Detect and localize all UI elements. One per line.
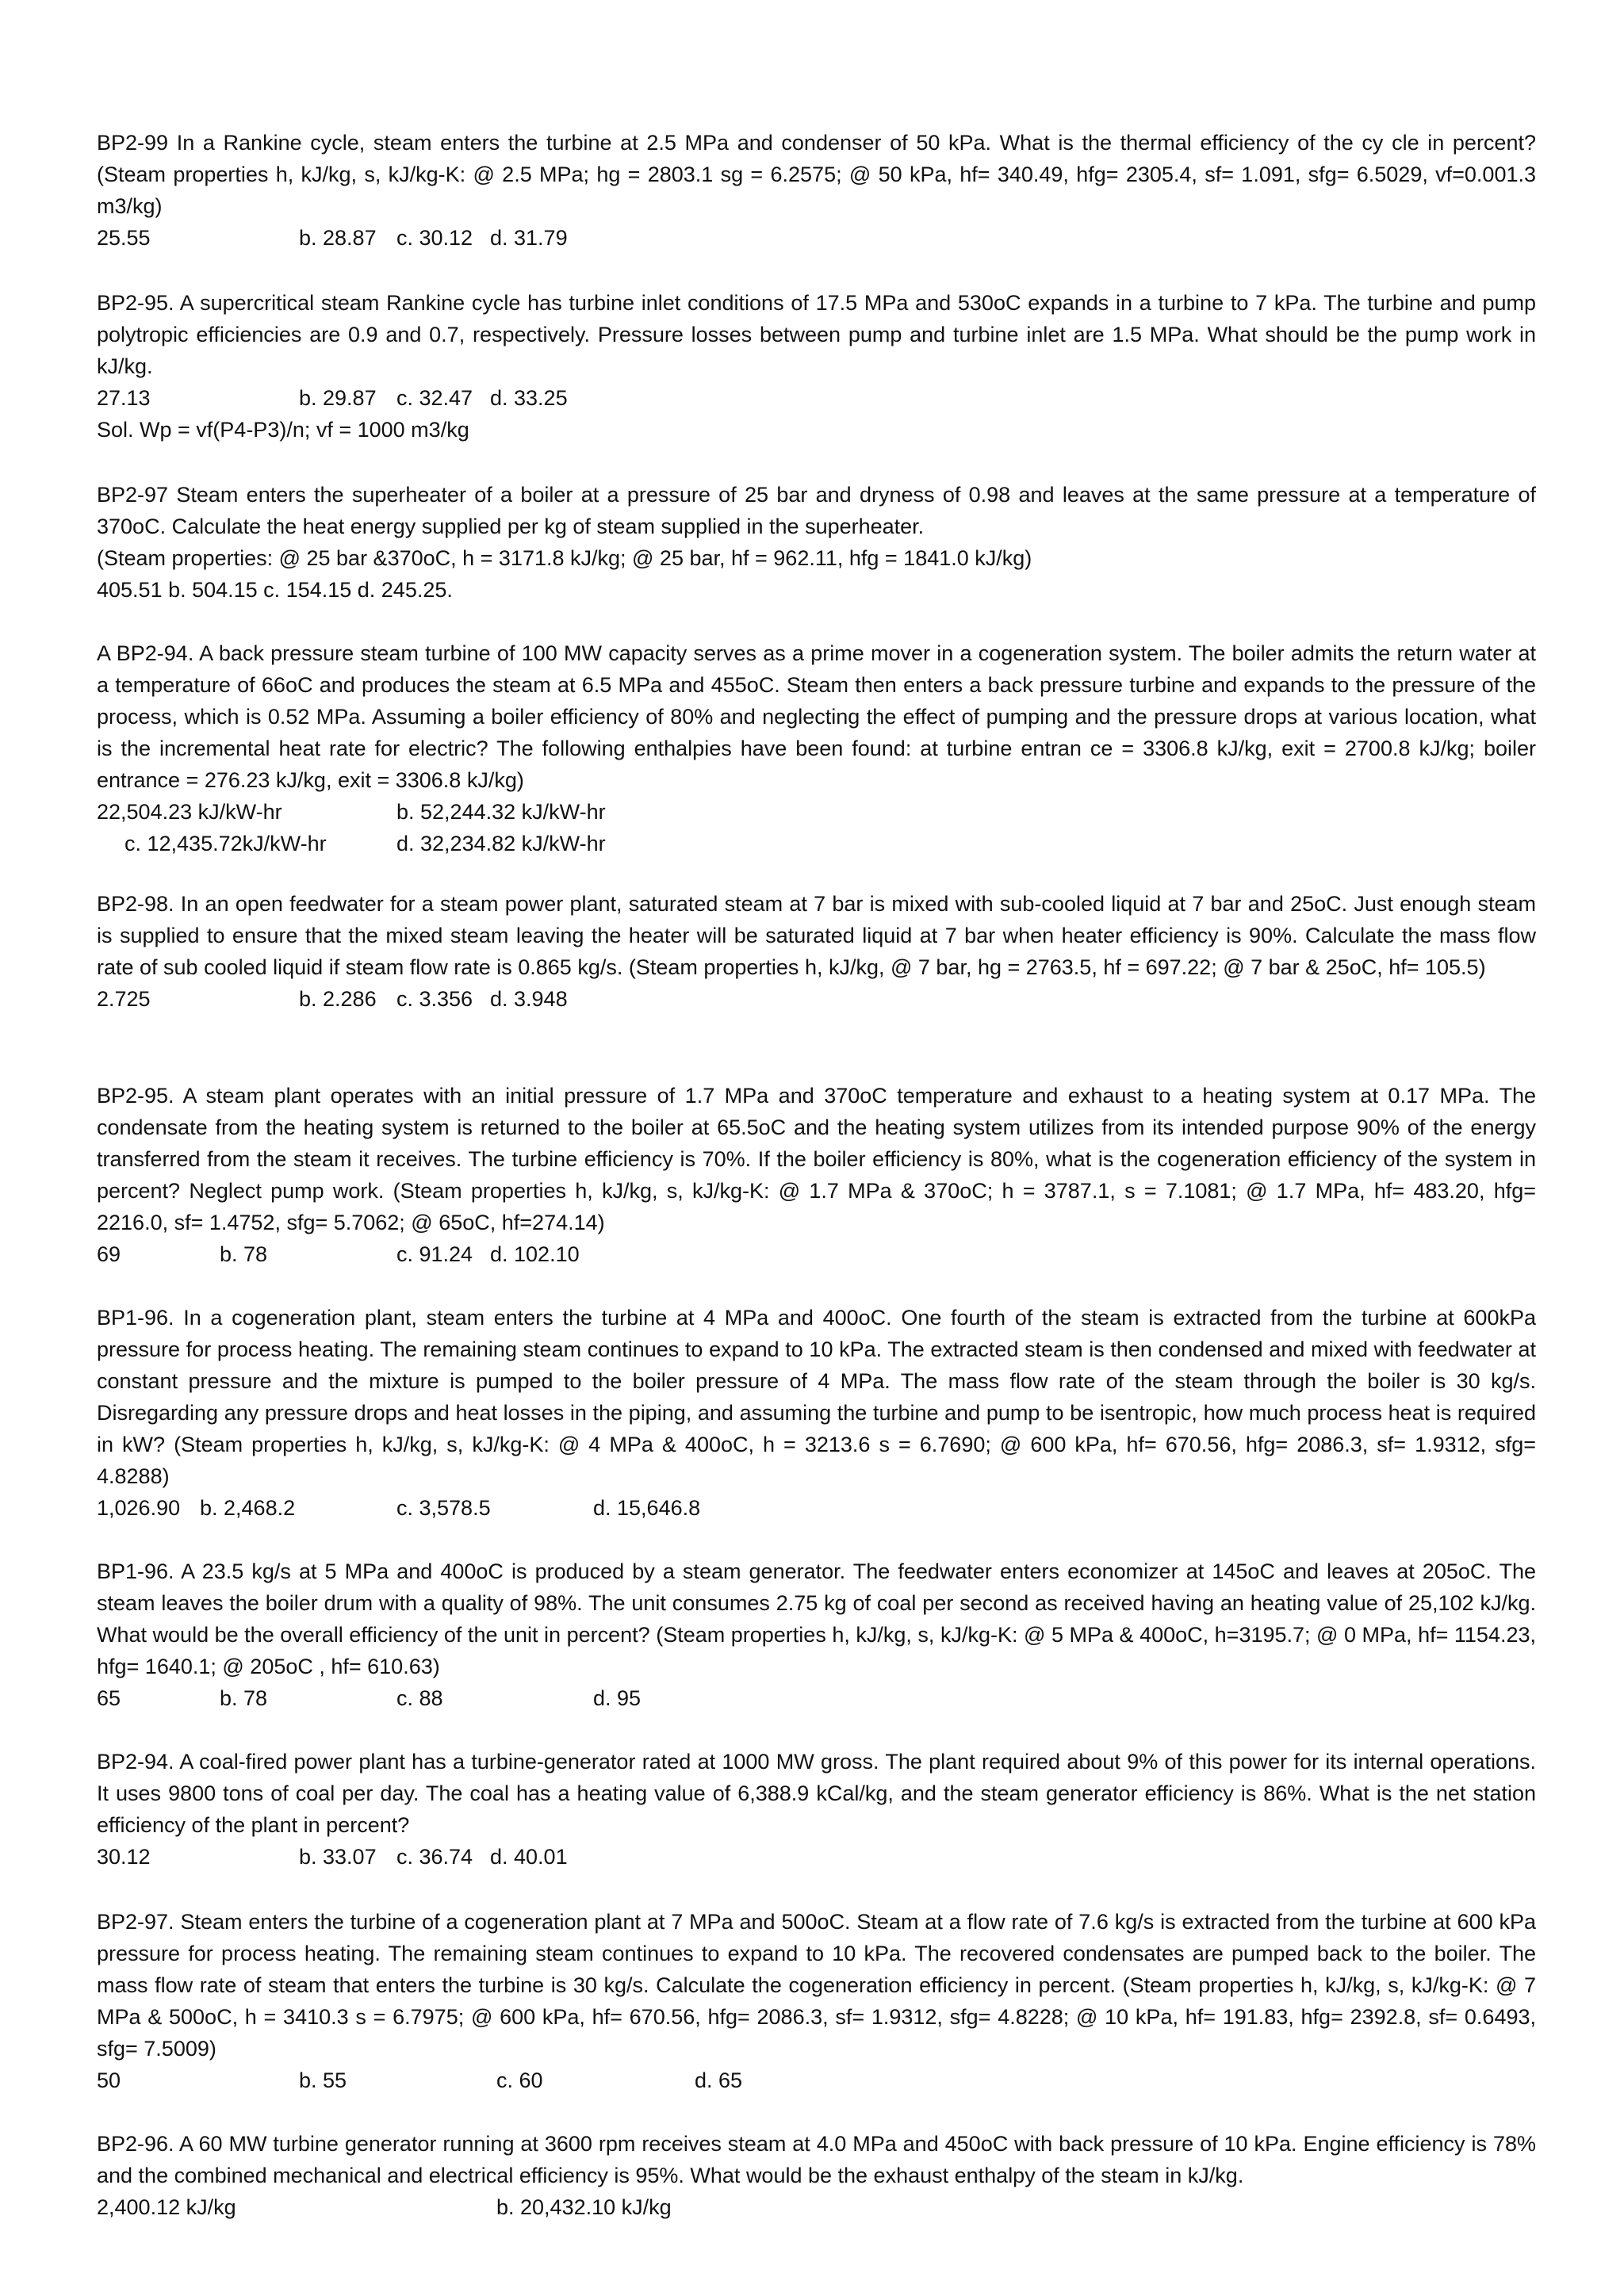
- answer-choices: [97, 382, 1536, 414]
- problem-bp2-97-a: [97, 479, 1536, 606]
- choice-b: b. 33.07: [299, 1845, 377, 1869]
- problem-statement: BP2-97 Steam enters the superheater of a boiler at a pressure of 25 bar and dryness of 0.98 and leaves at the same pressure at a temperature of 370oC. Calculate the heat energy supplied per kg of steam supplied in the superheater.: [97, 483, 1536, 538]
- answer-choices-row-1: [97, 796, 1536, 828]
- choice-b: b. 78: [220, 1686, 268, 1710]
- problem-statement: BP2-95. A supercritical steam Rankine cycle has turbine inlet conditions of 17.5 MPa and 530oC expands in a turbine to 7 kPa. The turbine and pump polytropic efficiencies are 0.9 and 0.7, respectively. Pressure losses between pump and turbine inlet are 1.5 MPa. What should be the pump work in kJ/kg.: [97, 291, 1536, 378]
- problem-bp2-94-a: [97, 637, 1536, 859]
- choice-b: b. 29.87: [299, 386, 377, 410]
- problem-statement: BP2-94. A coal-fired power plant has a turbine-generator rated at 1000 MW gross. The plant required about 9% of this power for its internal operations. It uses 9800 tons of coal per day. The coal has a heating value of 6,388.9 kCal/kg, and the steam generator efficiency is 86%. What is the net station efficiency of the plant in percent?: [97, 1750, 1536, 1837]
- choice-b: b. 52,244.32 kJ/kW-hr: [396, 800, 606, 824]
- choice-c: c. 60: [496, 2068, 543, 2092]
- problem-bp2-96: [97, 2128, 1536, 2223]
- problem-bp1-96-b: [97, 1556, 1536, 1714]
- choice-c: c. 30.12: [396, 226, 473, 250]
- solution-note: Sol. Wp = vf(P4-P3)/n; vf = 1000 m3/kg: [97, 418, 469, 442]
- choice-c: c. 91.24: [396, 1242, 473, 1266]
- choice-b: b. 2.286: [299, 987, 377, 1011]
- choice-c: c. 32.47: [396, 386, 473, 410]
- choice-c: c. 3,578.5: [396, 1496, 491, 1520]
- choice-a: 22,504.23 kJ/kW-hr: [97, 800, 282, 824]
- choice-d: d. 95: [593, 1686, 642, 1710]
- problem-statement: BP1-96. In a cogeneration plant, steam enters the turbine at 4 MPa and 400oC. One fourth of the steam is extracted from the turbine at 600kPa pressure for process heating. The remaining steam continues to expand to 10 kPa. The extracted steam is then condensed and mixed with feedwater at constant pressure and the mixture is pumped to the boiler pressure of 4 MPa. The mass flow rate of the steam through the boiler is 30 kg/s. Disregarding any pressure drops and heat losses in the piping, and assuming the turbine and pump to be isentropic, how much process heat is required in kW? (Steam properties h, kJ/kg, s, kJ/kg-K: @ 4 MPa & 400oC, h = 3213.6 s = 6.7690; @ 600 kPa, hf= 670.56, hfg= 2086.3, sf= 1.9312, sfg= 4.8288): [97, 1306, 1536, 1488]
- steam-properties: (Steam properties: @ 25 bar &370oC, h = 3171.8 kJ/kg; @ 25 bar, hf = 962.11, hfg = 1841.0 kJ/kg): [97, 546, 1032, 570]
- answer-choices: [97, 1492, 1536, 1524]
- choice-a: 25.55: [97, 226, 151, 250]
- choice-a: 69: [97, 1242, 121, 1266]
- choice-a: 1,026.90: [97, 1496, 181, 1520]
- problem-bp2-97-b: [97, 1906, 1536, 2096]
- choice-b: b. 78: [220, 1242, 268, 1266]
- problem-bp1-96-a: [97, 1302, 1536, 1524]
- choice-b: b. 20,432.10 kJ/kg: [496, 2195, 672, 2219]
- choice-d: d. 40.01: [490, 1845, 568, 1869]
- problem-bp2-94-b: [97, 1746, 1536, 1873]
- choice-a: 2,400.12 kJ/kg: [97, 2195, 236, 2219]
- answer-choices: [97, 983, 1536, 1015]
- answer-choices: [97, 1841, 1536, 1873]
- problem-statement: BP2-95. A steam plant operates with an initial pressure of 1.7 MPa and 370oC temperature and exhaust to a heating system at 0.17 MPa. The condensate from the heating system is returned to the boiler at 65.5oC and the heating system utilizes from its intended purpose 90% of the energy transferred from the steam it receives. The turbine efficiency is 70%. If the boiler efficiency is 80%, what is the cogeneration efficiency of the system in percent? Neglect pump work. (Steam properties h, kJ/kg, s, kJ/kg-K: @ 1.7 MPa & 370oC; h = 3787.1, s = 7.1081; @ 1.7 MPa, hf= 483.20, hfg= 2216.0, sf= 1.4752, sfg= 5.7062; @ 65oC, hf=274.14): [97, 1084, 1536, 1234]
- choice-a: 30.12: [97, 1845, 151, 1869]
- problem-bp2-95-a: [97, 287, 1536, 446]
- answer-choices-row-2: [97, 828, 1536, 859]
- choice-b: b. 2,468.2: [200, 1496, 296, 1520]
- choice-d: d. 102.10: [490, 1242, 580, 1266]
- choice-b: b. 28.87: [299, 226, 377, 250]
- problem-statement: A BP2-94. A back pressure steam turbine of 100 MW capacity serves as a prime mover in a cogeneration system. The boiler admits the return water at a temperature of 66oC and produces the steam at 6.5 MPa and 455oC. Steam then enters a back pressure turbine and expands to the pressure of the process, which is 0.52 MPa. Assuming a boiler efficiency of 80% and neglecting the effect of pumping and the pressure drops at various location, what is the incremental heat rate for electric? The following enthalpies have been found: at turbine entran ce = 3306.8 kJ/kg, exit = 2700.8 kJ/kg; boiler entrance = 276.23 kJ/kg, exit = 3306.8 kJ/kg): [97, 641, 1536, 792]
- problem-statement: BP1-96. A 23.5 kg/s at 5 MPa and 400oC is produced by a steam generator. The feedwater enters economizer at 145oC and leaves at 205oC. The steam leaves the boiler drum with a quality of 98%. The unit consumes 2.75 kg of coal per second as received having an heating value of 25,102 kJ/kg. What would be the overall efficiency of the unit in percent? (Steam properties h, kJ/kg, s, kJ/kg-K: @ 5 MPa & 400oC, h=3195.7; @ 0 MPa, hf= 1154.23, hfg= 1640.1; @ 205oC , hf= 610.63): [97, 1559, 1536, 1678]
- choice-d: d. 31.79: [490, 226, 568, 250]
- choice-a: 2.725: [97, 987, 151, 1011]
- choice-c: c. 88: [396, 1686, 443, 1710]
- problem-statement: BP2-98. In an open feedwater for a steam power plant, saturated steam at 7 bar is mixed with sub-cooled liquid at 7 bar and 25oC. Just enough steam is supplied to ensure that the mixed steam leaving the heater will be saturated liquid at 7 bar when heater efficiency is 90%. Calculate the mass flow rate of sub cooled liquid if steam flow rate is 0.865 kg/s. (Steam properties h, kJ/kg, @ 7 bar, hg = 2763.5, hf = 697.22; @ 7 bar & 25oC, hf= 105.5): [97, 892, 1536, 979]
- answer-choices: 405.51 b. 504.15 c. 154.15 d. 245.25.: [97, 578, 453, 602]
- answer-choices: [97, 2191, 1536, 2223]
- answer-choices: [97, 1682, 1536, 1714]
- answer-choices: [97, 222, 1536, 254]
- choice-a: 27.13: [97, 386, 151, 410]
- problem-statement: BP2-96. A 60 MW turbine generator running at 3600 rpm receives steam at 4.0 MPa and 450oC with back pressure of 10 kPa. Engine efficiency is 78% and the combined mechanical and electrical efficiency is 95%. What would be the exhaust enthalpy of the steam in kJ/kg.: [97, 2132, 1536, 2187]
- problem-statement: BP2-99 In a Rankine cycle, steam enters the turbine at 2.5 MPa and condenser of 50 kPa. What is the thermal efficiency of the cy cle in percent? (Steam properties h, kJ/kg, s, kJ/kg-K: @ 2.5 MPa; hg = 2803.1 sg = 6.2575; @ 50 kPa, hf= 340.49, hfg= 2305.4, sf= 1.091, sfg= 6.5029, vf=0.001.3 m3/kg): [97, 131, 1536, 218]
- problem-bp2-99: [97, 127, 1536, 254]
- choice-b: b. 55: [299, 2068, 347, 2092]
- choice-a: 50: [97, 2068, 121, 2092]
- choice-a: 65: [97, 1686, 121, 1710]
- answer-choices: [97, 2064, 1536, 2096]
- choice-c: c. 3.356: [396, 987, 473, 1011]
- choice-d: d. 15,646.8: [593, 1496, 701, 1520]
- choice-d: d. 33.25: [490, 386, 568, 410]
- choice-d: d. 3.948: [490, 987, 568, 1011]
- choice-c: c. 36.74: [396, 1845, 473, 1869]
- choice-c: c. 12,435.72kJ/kW-hr: [124, 832, 327, 855]
- problem-statement: BP2-97. Steam enters the turbine of a cogeneration plant at 7 MPa and 500oC. Steam at a flow rate of 7.6 kg/s is extracted from the turbine at 600 kPa pressure for process heating. The remaining steam continues to expand to 10 kPa. The recovered condensates are pumped back to the boiler. The mass flow rate of steam that enters the turbine is 30 kg/s. Calculate the cogeneration efficiency in percent. (Steam properties h, kJ/kg, s, kJ/kg-K: @ 7 MPa & 500oC, h = 3410.3 s = 6.7975; @ 600 kPa, hf= 670.56, hfg= 2086.3, sf= 1.9312, sfg= 4.8228; @ 10 kPa, hf= 191.83, hfg= 2392.8, sf= 0.6493, sfg= 7.5009): [97, 1910, 1536, 2061]
- problem-bp2-95-b: [97, 1080, 1536, 1270]
- choice-d: d. 32,234.82 kJ/kW-hr: [396, 832, 606, 855]
- answer-choices: [97, 1238, 1536, 1270]
- choice-d: d. 65: [695, 2068, 743, 2092]
- problem-bp2-98: [97, 888, 1536, 1015]
